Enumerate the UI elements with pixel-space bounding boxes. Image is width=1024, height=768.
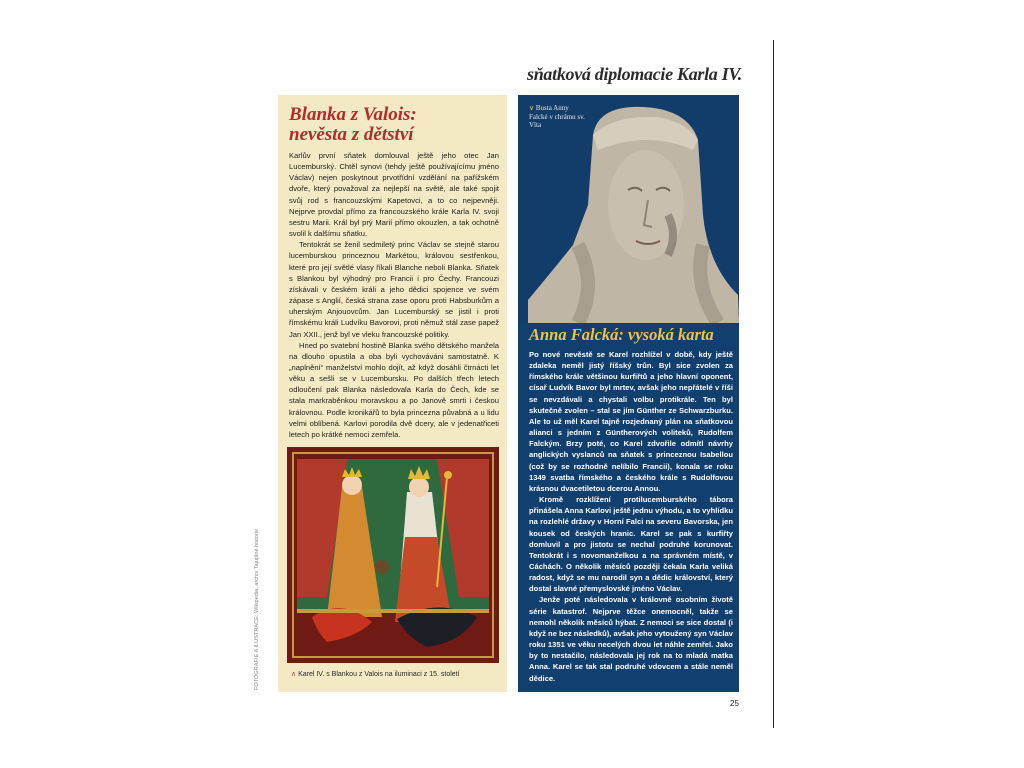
left-paragraph-3: Hned po svatební hostině Blanka svého dětského manžela na dlouho opustila a oba byli vychováváni samostatně. K „naplnění“ manželství mohlo dojít, až když dosáhli čtrnácti let věku a sešli se v Lucembursku. Po dalších třech letech odloučení pak Blanka následovala Karla do Čech, kde se stala markraběnkou moravskou a po Janově smrti i českou královnou. Podle kronikářů to byla princezna půvabná a u lidu velmi oblíbená. Karlovi porodila dvě dcery, ale v jedenatřiceti letech po krátké nemoci zemřela. — [289, 340, 499, 439]
photo-credit: FOTOGRAFIE A ILUSTRACE: Wikipedia, archiv Tajuplné historie — [254, 528, 260, 690]
right-column-body — [529, 349, 733, 684]
caption-arrow-icon: ∧ — [291, 671, 297, 678]
right-column-anna — [518, 95, 739, 692]
page-edge-line — [773, 40, 774, 728]
left-column-blanka — [278, 95, 507, 692]
left-title-line-1: Blanka z Valois: — [289, 104, 417, 125]
page-number: 25 — [730, 699, 739, 708]
left-column-body — [289, 150, 499, 440]
bust-caption — [529, 104, 589, 130]
right-paragraph-1: Po nové nevěstě se Karel rozhlížel v době, kdy ještě zdaleka neměl jistý říšský trůn. Byl sice zvolen za římského krále většinou kurfiřtů a jeho hlavní oponent, císař Ludvík Bavor byl mrtev, avšak jeho nepřátelé v říši se nevzdávali a chystali volbu protikrále. Ten byl skutečně zvolen – stal se jím Günther ze Schwarzburku. Ale to už měl Karel tajně rozjednaný plán na sňatkovou alianci s jedním z Güntherových voliteků, Rudolfem Falckým. Brzy poté, co Karel zdvořile odmítl návrhy anglických vyslanců na sňatek s princeznou Isabellou (což by se rozhodně nelíbilo Francii), konala se roku 1349 svatba římského a českého krále s Rudolfovou krásnou dvacetiletou dcerou Annou. — [529, 350, 733, 493]
caption-chevron-icon: ∨ — [529, 104, 535, 112]
right-paragraph-3: Jenže poté následovala v královně osobním životě série katastrof. Nejprve těžce onemocněl, takže se nemohl několik měsíců hýbat. Z nemoci se sice dostal (i když ne bez následků), avšak jeho vytoužený syn Václav roku 1351 ve věku necelých dvou let náhle zemřel. Jako by to nestačilo, následovala jej rok na to mladá matka Anna. Karel se tak stal podruhé vdovcem a stále neměl dědice. — [529, 595, 733, 683]
illumination-image — [287, 447, 499, 663]
left-title-line-2: nevěsta z dětství — [289, 124, 414, 145]
illumination-caption — [291, 670, 503, 678]
right-paragraph-2: Kromě rozklížení protilucemburského tábora přinášela Anna Karlovi ještě jednu výhodu, a to vyhlídku na rozlehlé državy v Horní Falci na severu Bavorska, jen kousek od českých hranic. Karel se pak s kurfiřty domluvil a pro jistotu se nechal podruhé korunovat. Tentokrát i s novomanželkou a na správném místě, v Cáchách. O několik měsíců později čekala Karla veliká radost, když se mu narodil syn a dědic království, který dostal slavné přemyslovské jméno Václav. — [529, 495, 733, 594]
left-column-title — [289, 105, 501, 145]
illumination-caption-text: Karel IV. s Blankou z Valois na iluminaci z 15. století — [298, 671, 460, 678]
bust-caption-text: Busta Anny Falcké v chrámu sv. Víta — [529, 104, 585, 129]
left-paragraph-1: Karlův první sňatek domlouval ještě jeho otec Jan Lucemburský. Chtěl synovi (tehdy ještě používajícímu jméno Václav) nejen poskytnout prvotřídní vzdělání na pařížském dvoře, který považoval za nejlepší na světě, ale také spojit svůj rod s francouzskými Kapetovci, a to co nejpevněji. Nejprve provdal přímo za francouzského krále Karla IV. svoji sestru Marii. Král byl prý Marií přímo okouzlen, a tak ochotně svolil k dalšímu sňatku. — [289, 151, 499, 239]
page-header-title: sňatková diplomacie Karla IV. — [527, 64, 742, 84]
left-paragraph-2: Tentokrát se ženil sedmiletý princ Václav se stejně starou lucemburskou princeznou Markétou, královou sestřenkou, které pro její světlé vlasy říkali Blanche neboli Blanka. Sňatek s Blankou byl výhodný pro Francii i pro Čechy. Francouzi získávali v českém králi a jeho dědici spojence ve svém zápase s Anglií, česká strana zase oporu proti Habsburkům a uherským Anjouovcům. Jan Lucemburský se jistil i proti římskému králi Ludvíku Bavorovi, proti němuž stál zase papež Jan XXII., jenž byl ve vleku francouzské politiky. — [289, 240, 499, 339]
bust-image — [518, 95, 739, 323]
right-column-title: Anna Falcká: vysoká karta — [529, 325, 714, 344]
